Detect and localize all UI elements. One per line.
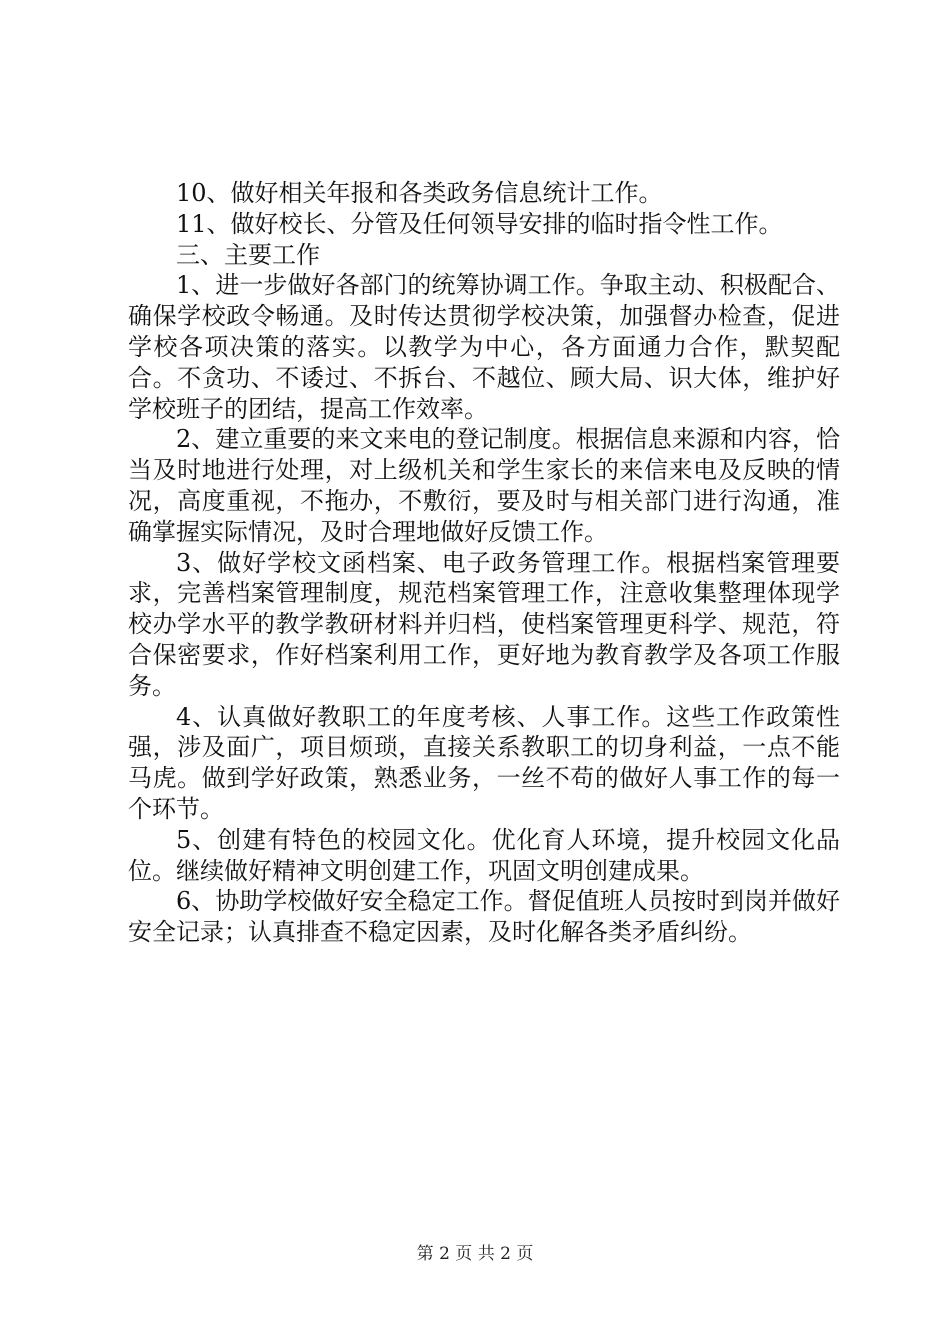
paragraph-item-10: 10、做好相关年报和各类政务信息统计工作。 xyxy=(176,179,663,207)
paragraph-work-6: 6、协助学校做好安全稳定工作。督促值班人员按时到岗并做好安全记录；认真排查不稳定因素，及时化解各类矛盾纠纷。 xyxy=(128,887,840,947)
paragraph-work-1: 1、进一步做好各部门的统筹协调工作。争取主动、积极配合、确保学校政令畅通。及时传达贯彻学校决策，加强督办检查，促进学校各项决策的落实。以教学为中心，各方面通力合作，默契配合。不贪功、不诿过、不拆台、不越位、顾大局、识大体，维护好学校班子的团结，提高工作效率。 xyxy=(128,271,840,423)
paragraph-work-4: 4、认真做好教职工的年度考核、人事工作。这些工作政策性强，涉及面广，项目烦琐，直接关系教职工的切身利益，一点不能马虎。做到学好政策，熟悉业务，一丝不苟的做好人事工作的每一个环节。 xyxy=(128,702,840,823)
paragraph-work-3: 3、做好学校文函档案、电子政务管理工作。根据档案管理要求，完善档案管理制度，规范档案管理工作，注意收集整理体现学校办学水平的教学教研材料并归档，使档案管理更科学、规范，符合保密要求，作好档案利用工作，更好地为教育教学及各项工作服务。 xyxy=(128,548,840,700)
page-number-footer: 第 2 页 共 2 页 xyxy=(416,1244,534,1264)
paragraph-work-2: 2、建立重要的来文来电的登记制度。根据信息来源和内容，恰当及时地进行处理，对上级机关和学生家长的来信来电及反映的情况，高度重视，不拖办，不敷衍，要及时与相关部门进行沟通，准确掌握实际情况，及时合理地做好反馈工作。 xyxy=(128,425,840,546)
paragraph-item-11: 11、做好校长、分管及任何领导安排的临时指令性工作。 xyxy=(176,209,783,238)
paragraph-work-5: 5、创建有特色的校园文化。优化育人环境，提升校园文化品位。继续做好精神文明创建工作，巩固文明创建成果。 xyxy=(128,825,840,885)
document-body xyxy=(128,178,840,948)
section-heading-main-work: 三、主要工作 xyxy=(176,240,320,269)
